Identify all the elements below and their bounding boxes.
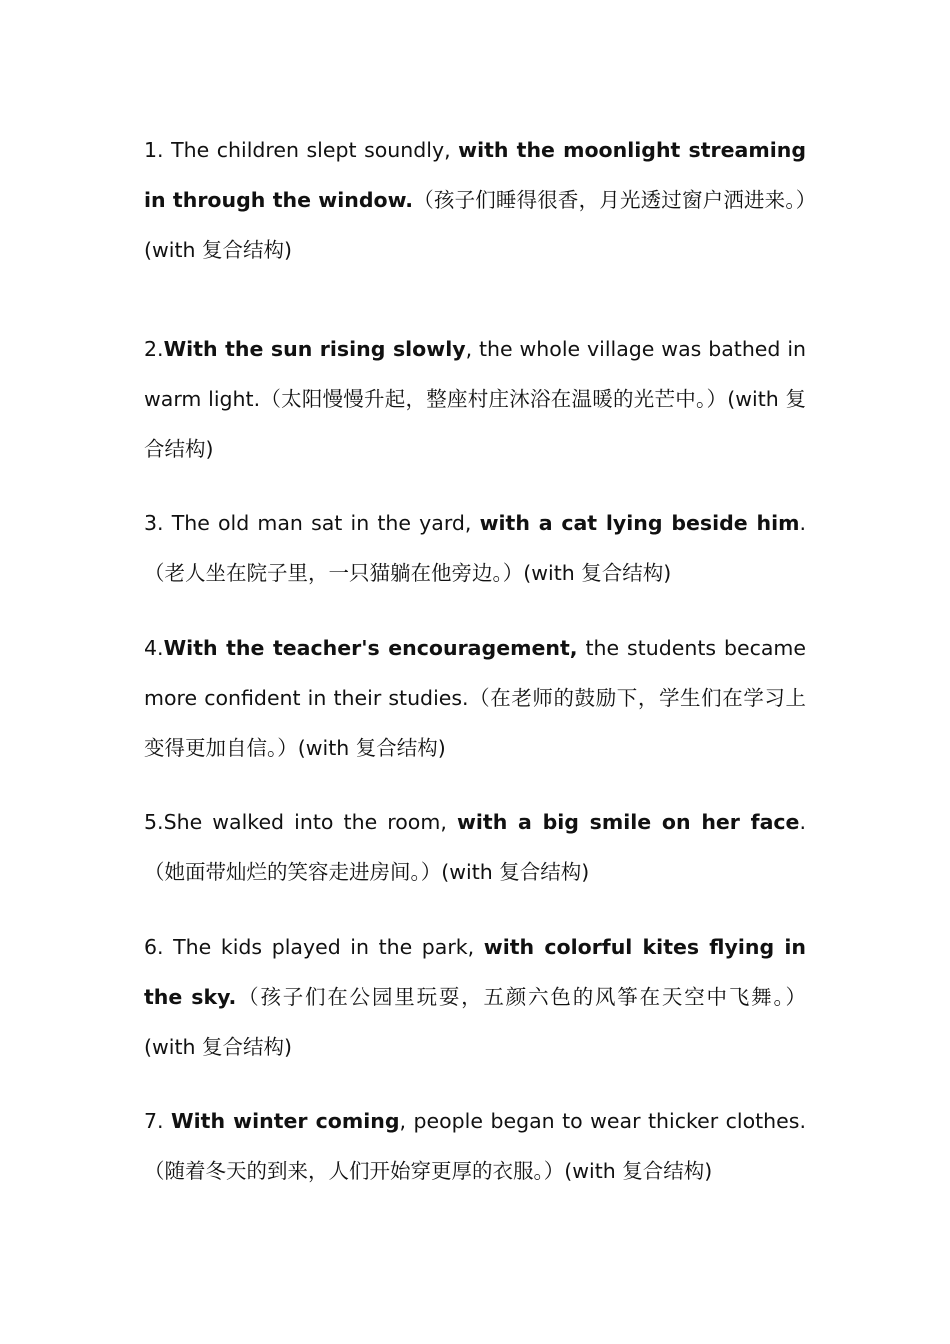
item-text-bold: With the teacher's encouragement, (163, 636, 578, 660)
item-number: 4. (144, 636, 164, 660)
item-number: 6. (144, 935, 164, 959)
item-text-after: the students became more confident in their studies.（在老师的鼓励下，学生们在学习上变得更加自信。）(with 复合结构) (144, 636, 806, 760)
item-number: 5. (144, 810, 164, 834)
item-text-bold: with a cat lying beside him (479, 511, 800, 535)
item-text-after: （孩子们睡得很香，月光透过窗户洒进来。）(with 复合结构) (144, 188, 807, 262)
item-text-after: , people began to wear thicker clothes.（随着冬天的到来，人们开始穿更厚的衣服。）(with 复合结构) (144, 1109, 806, 1183)
item-text-before: The old man sat in the yard, (163, 511, 480, 535)
sentence-item (144, 498, 806, 598)
item-text-before: She walked into the room, (163, 810, 457, 834)
item-text-before: The kids played in the park, (163, 935, 484, 959)
sentence-item (144, 922, 806, 1072)
item-text-bold: with colorful kites flying in the sky. (144, 935, 806, 1009)
item-text-bold: With the sun rising slowly (163, 337, 466, 361)
item-number: 7. (144, 1109, 164, 1133)
item-text-before: The children slept soundly, (163, 138, 459, 162)
item-number: 1. (144, 138, 164, 162)
item-number: 3. (144, 511, 164, 535)
item-text-bold: With winter coming (171, 1109, 400, 1133)
item-number: 2. (144, 337, 164, 361)
item-text-bold: with a big smile on her face (456, 810, 800, 834)
sentence-item (144, 797, 806, 897)
item-text-after: .（老人坐在院子里，一只猫躺在他旁边。）(with 复合结构) (144, 511, 806, 585)
sentence-item (144, 623, 806, 773)
item-text-after: .（她面带灿烂的笑容走进房间。）(with 复合结构) (144, 810, 806, 884)
sentence-item (144, 125, 806, 275)
sentence-item (144, 1096, 806, 1196)
item-text-after: , the whole village was bathed in warm light.（太阳慢慢升起，整座村庄沐浴在温暖的光芒中。）(with 复合结构) (144, 337, 807, 461)
item-text-after: （孩子们在公园里玩耍，五颜六色的风筝在天空中飞舞。）(with 复合结构) (144, 985, 806, 1059)
item-text-before (164, 1109, 171, 1133)
sentence-item (144, 324, 806, 474)
item-text-bold: with the moonlight streaming in through the window. (144, 138, 806, 212)
